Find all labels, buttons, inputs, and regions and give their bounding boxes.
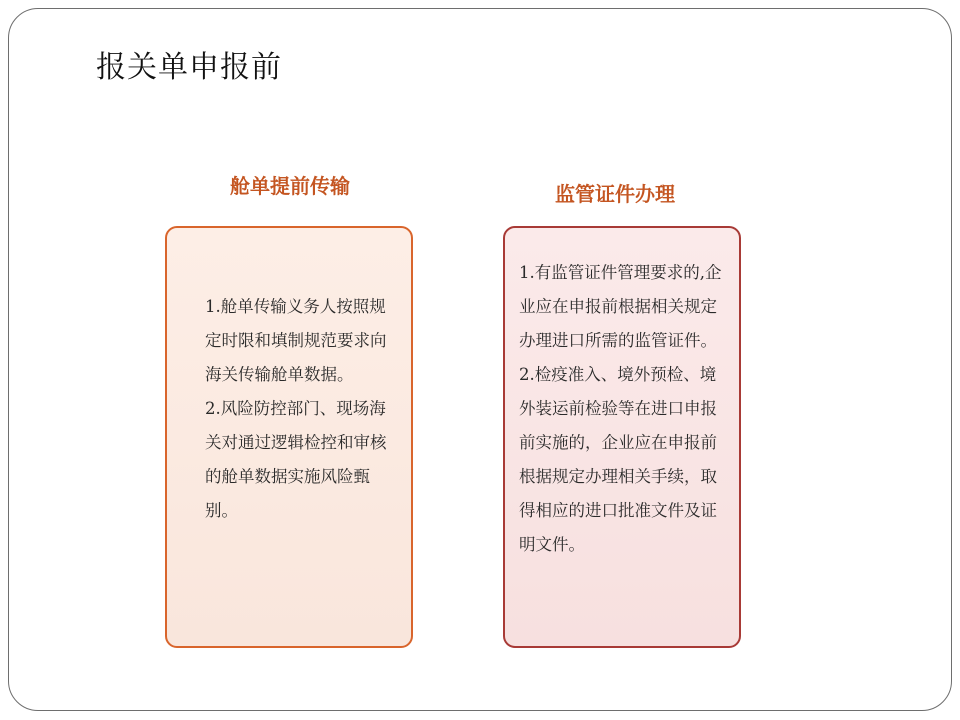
right-card-heading: 监管证件办理 [555,182,675,206]
right-card-item: 2.检疫准入、境外预检、境外装运前检验等在进口申报前实施的，企业应在申报前根据规定办理相关手续，取得相应的进口批准文件及证明文件。 [519,365,717,554]
left-card [165,226,413,648]
right-card [503,226,741,648]
left-card-heading: 舱单提前传输 [230,174,350,198]
left-card-item: 2.风险防控部门、现场海关对通过逻辑检控和审核的舱单数据实施风险甄别。 [205,399,387,520]
left-card-item: 1.舱单传输义务人按照规定时限和填制规范要求向海关传输舱单数据。 [205,297,387,384]
right-card-item: 1.有监管证件管理要求的,企业应在申报前根据相关规定办理进口所需的监管证件。 [519,263,722,350]
slide-frame [8,8,952,711]
slide-title: 报关单申报前 [96,50,282,85]
